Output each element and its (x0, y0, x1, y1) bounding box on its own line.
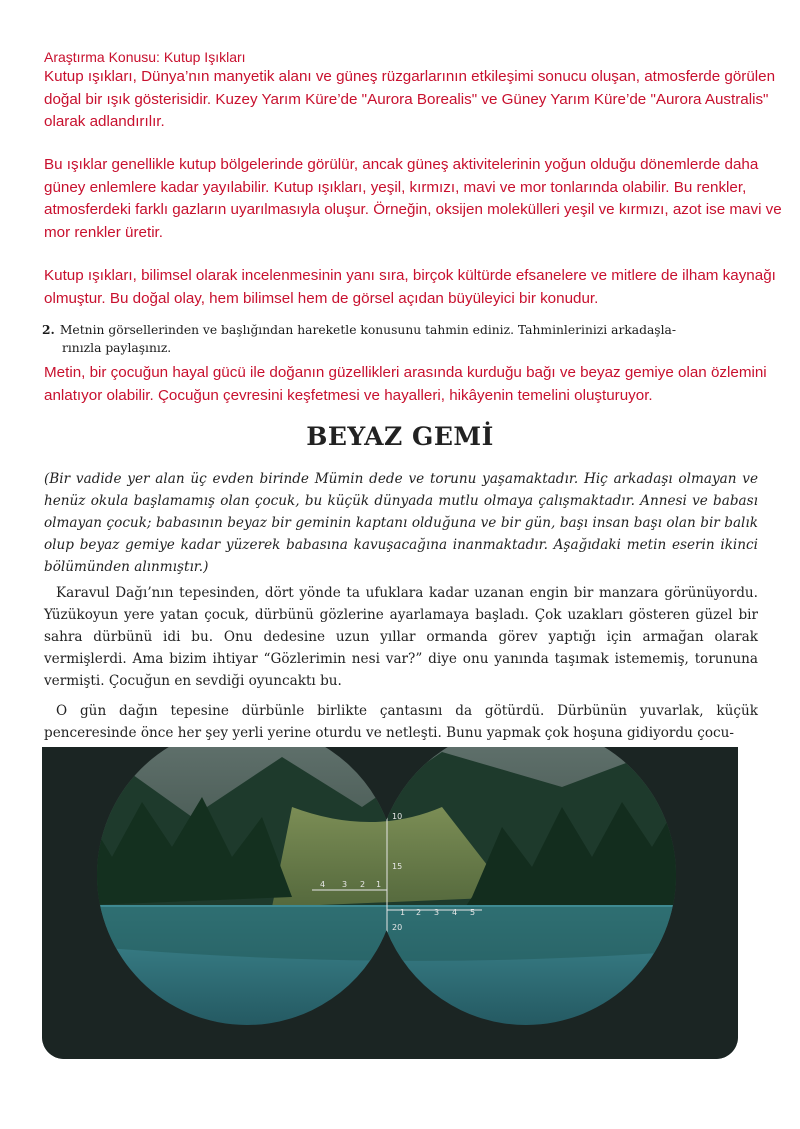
question-text-line1: Metnin görsellerinden ve başlığından hareketle konusunu tahmin ediniz. Tahminlerinizi arkadaşla- (59, 323, 677, 337)
reticle-right-1: 1 (400, 908, 406, 917)
story-title: BEYAZ GEMİ (306, 422, 494, 451)
handwritten-paragraph-2: Bu ışıklar genellikle kutup bölgelerinde görülür, ancak güneş aktivitelerinin yoğun olduğu dönemlerde daha güney enlemlere kadar yayılabilir. Kutup ışıkları, yeşil, kırmızı, mavi ve mor tonlarında olabilir. Bu renkler, atmosferdeki farklı gazların uyarılmasıyla oluşur. Örneğin, oksijen molekülleri yeşil ve kırmızı, azot ise mavi ve mor renkler üretir. (44, 156, 782, 241)
story-paragraph-1: Karavul Dağı’nın tepesinden, dört yönde ta ufuklara kadar uzanan engin bir manzara görünüyordu. Yüzükoyun yere yatan çocuk, dürbünü gözlerine ayarlamaya başladı. Çok uzakları gösteren güzel bir sahra dürbünü idi bu. Onu dedesine uzun yıllar ormanda görev yaptığı için armağan olarak vermişlerdi. Ama bizim ihtiyar “Gözlerimin nesi var?” diye onu yanında taşımak istememiş, torununa vermişti. Çocuğun en sevdiği oyuncaktı bu. (44, 585, 758, 689)
reticle-right-3: 3 (434, 908, 440, 917)
reticle-right-4: 4 (452, 908, 458, 917)
question-text-line2: rınızla paylaşınız. (62, 341, 172, 355)
reticle-right-5: 5 (470, 908, 476, 917)
reticle-label-bottom: 20 (392, 923, 403, 932)
binocular-view-illustration (42, 747, 738, 1059)
question-2 (42, 321, 782, 357)
reticle-left-1: 1 (376, 880, 382, 889)
answer-text: Metin, bir çocuğun hayal gücü ile doğanın güzellikleri arasında kurduğu bağı ve beyaz gemiye olan özlemini anlatıyor olabilir. Çocuğun çevresini keşfetmesi ve hayalleri, hikâyenin temelini oluşturuyor. (44, 364, 767, 404)
reticle-label-mid: 15 (392, 862, 403, 871)
binocular-photo (42, 747, 738, 1059)
question-number: 2. (42, 322, 55, 337)
handwritten-paragraph-3: Kutup ışıkları, bilimsel olarak incelenmesinin yanı sıra, birçok kültürde efsanelere ve mitlere de ilham kaynağı olmuştur. Bu doğal olay, hem bilimsel hem de görsel açıdan büyüleyici bir konudur. (44, 267, 776, 307)
reticle-left-2: 2 (360, 880, 366, 889)
story-intro: (Bir vadide yer alan üç evden birinde Mümin dede ve torunu yaşamaktadır. Hiç arkadaşı olmayan ve henüz okula başlamamış olan çocuk, bu küçük dünyada mutlu olmaya çalışmaktadır. Annesi ve babası olmayan çocuk; babasının beyaz bir geminin kaptanı olduğuna ve bir gün, başı insan başı olan bir balık olup beyaz gemiye kadar yüzerek babasına kavuşacağına inanmaktadır. Aşağıdaki metin eserin ikinci bölümünden alınmıştır.) (44, 471, 758, 575)
reticle-left-4: 4 (320, 880, 326, 889)
reticle-left-3: 3 (342, 880, 348, 889)
research-topic-label: Araştırma Konusu: Kutup Işıkları (44, 49, 246, 65)
reticle-label-top: 10 (392, 812, 403, 821)
reticle-right-2: 2 (416, 908, 422, 917)
story-paragraph-2: O gün dağın tepesine dürbünle birlikte çantasını da götürdü. Dürbünün yuvarlak, küçük penceresinde önce her şey yerli yerine oturdu ve netleşti. Bunu yapmak çok hoşuna gidiyordu çocu- (44, 703, 758, 741)
handwritten-paragraph-1: Kutup ışıkları, Dünya’nın manyetik alanı ve güneş rüzgarlarının etkileşimi sonucu oluşan, atmosferde görülen doğal bir ışık gösterisidir. Kuzey Yarım Küre’de "Aurora Borealis" ve Güney Yarım Küre’de "Aurora Australis" olarak adlandırılır. (44, 68, 776, 130)
